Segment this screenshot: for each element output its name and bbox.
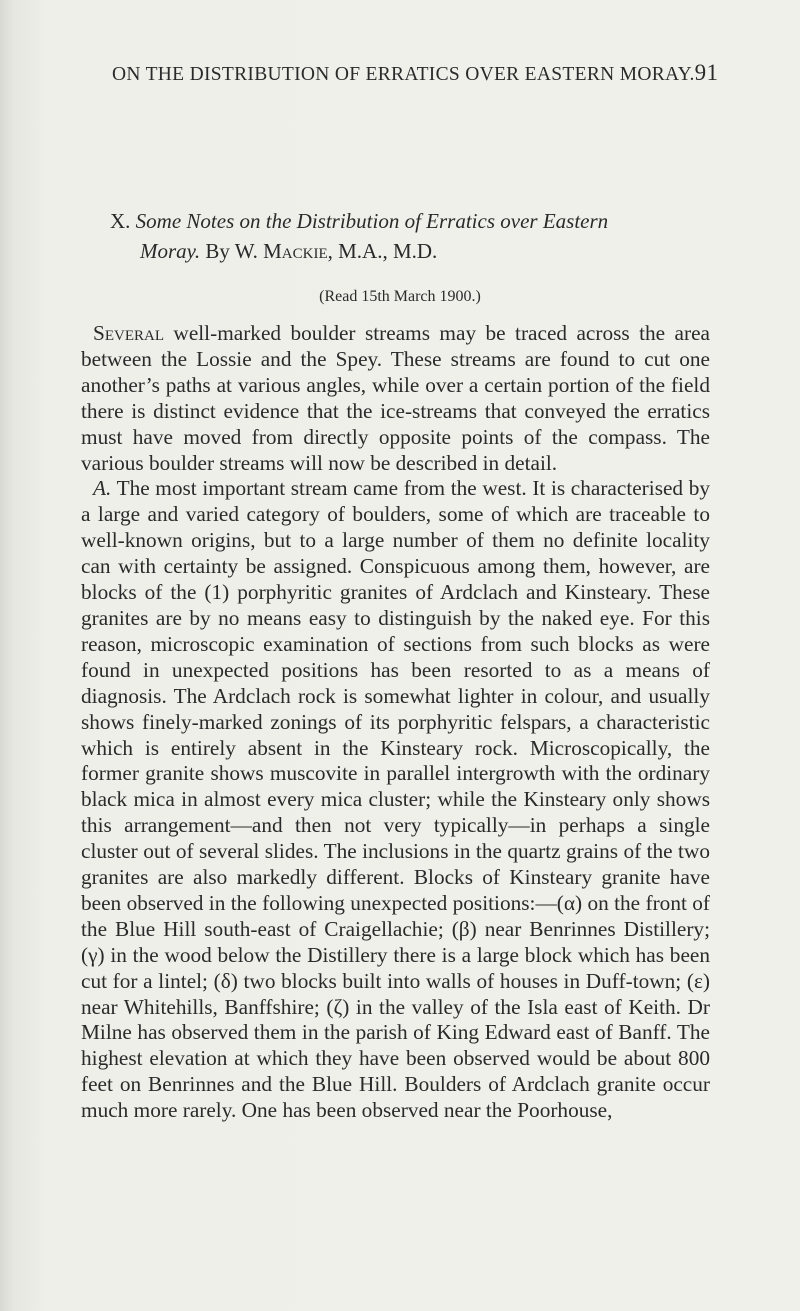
byline-by: By W. [205, 239, 258, 263]
article-title-line-2 [110, 236, 710, 266]
article-title-line-1 [110, 206, 710, 236]
paragraph-lead-word: Several [93, 321, 165, 345]
article-numeral: X. [110, 209, 131, 233]
running-head [112, 60, 719, 86]
paragraph-2 [81, 476, 710, 1124]
author-name: Mackie, M.A., M.D. [263, 239, 438, 263]
article-title-text-1: Some Notes on the Distribution of Erratics over Eastern [135, 209, 609, 233]
article-title-text-2: Moray. [140, 239, 201, 263]
running-head-title: ON THE DISTRIBUTION OF ERRATICS OVER EASTERN MORAY. [112, 64, 695, 85]
page-number: 91 [694, 60, 719, 85]
paragraph-2-text: The most important stream came from the west. It is characterised by a large and varied category of boulders, some of which are traceable to well-known origins, but to a large number of them no definite locality can with certainty be assigned. Conspicuous among them, however, are blocks of the (1) porphyritic granites of Ardclach and Kinsteary. These granites are by no means easy to distinguish by the naked eye. For this reason, microscopic examination of sections from such blocks as were found in unexpected positions has been resorted to as a means of diagnosis. The Ardclach rock is somewhat lighter in colour, and usually shows finely-marked zonings of its porphyritic felspars, a characteristic which is entirely absent in the Kinsteary rock. Microscopically, the former granite shows muscovite in parallel intergrowth with the ordinary black mica in almost every mica cluster; while the Kinsteary only shows this arrangement—and then not very typically—in perhaps a single cluster out of several slides. The inclusions in the quartz grains of the two granites are also markedly different. Blocks of Kinsteary granite have been observed in the following unexpected positions:—(α) on the front of the Blue Hill south-east of Craigellachie; (β) near Benrinnes Distillery; (γ) in the wood below the Distillery there is a large block which has been cut for a lintel; (δ) two blocks built into walls of houses in Duff-town; (ε) near Whitehills, Banffshire; (ζ) in the valley of the Isla east of Keith. Dr Milne has observed them in the parish of King Edward east of Banff. The highest elevation at which they have been observed would be about 800 feet on Benrinnes and the Blue Hill. Boulders of Ardclach granite occur much more rarely. One has been observed near the Poorhouse, [81, 476, 710, 1123]
body-text [81, 321, 710, 1124]
paragraph-1 [81, 321, 710, 476]
article-title [110, 206, 710, 266]
stream-label-a: A. [93, 476, 112, 501]
read-date-note: (Read 15th March 1900.) [319, 288, 481, 305]
paragraph-1-text: well-marked boulder streams may be traced across the area between the Lossie and the Spey. These streams are found to cut one another’s paths at various angles, while over a certain portion of the field there is distinct evidence that the ice-streams that conveyed the erratics must have moved from directly opposite points of the compass. The various boulder streams will now be described in detail. [81, 321, 710, 475]
